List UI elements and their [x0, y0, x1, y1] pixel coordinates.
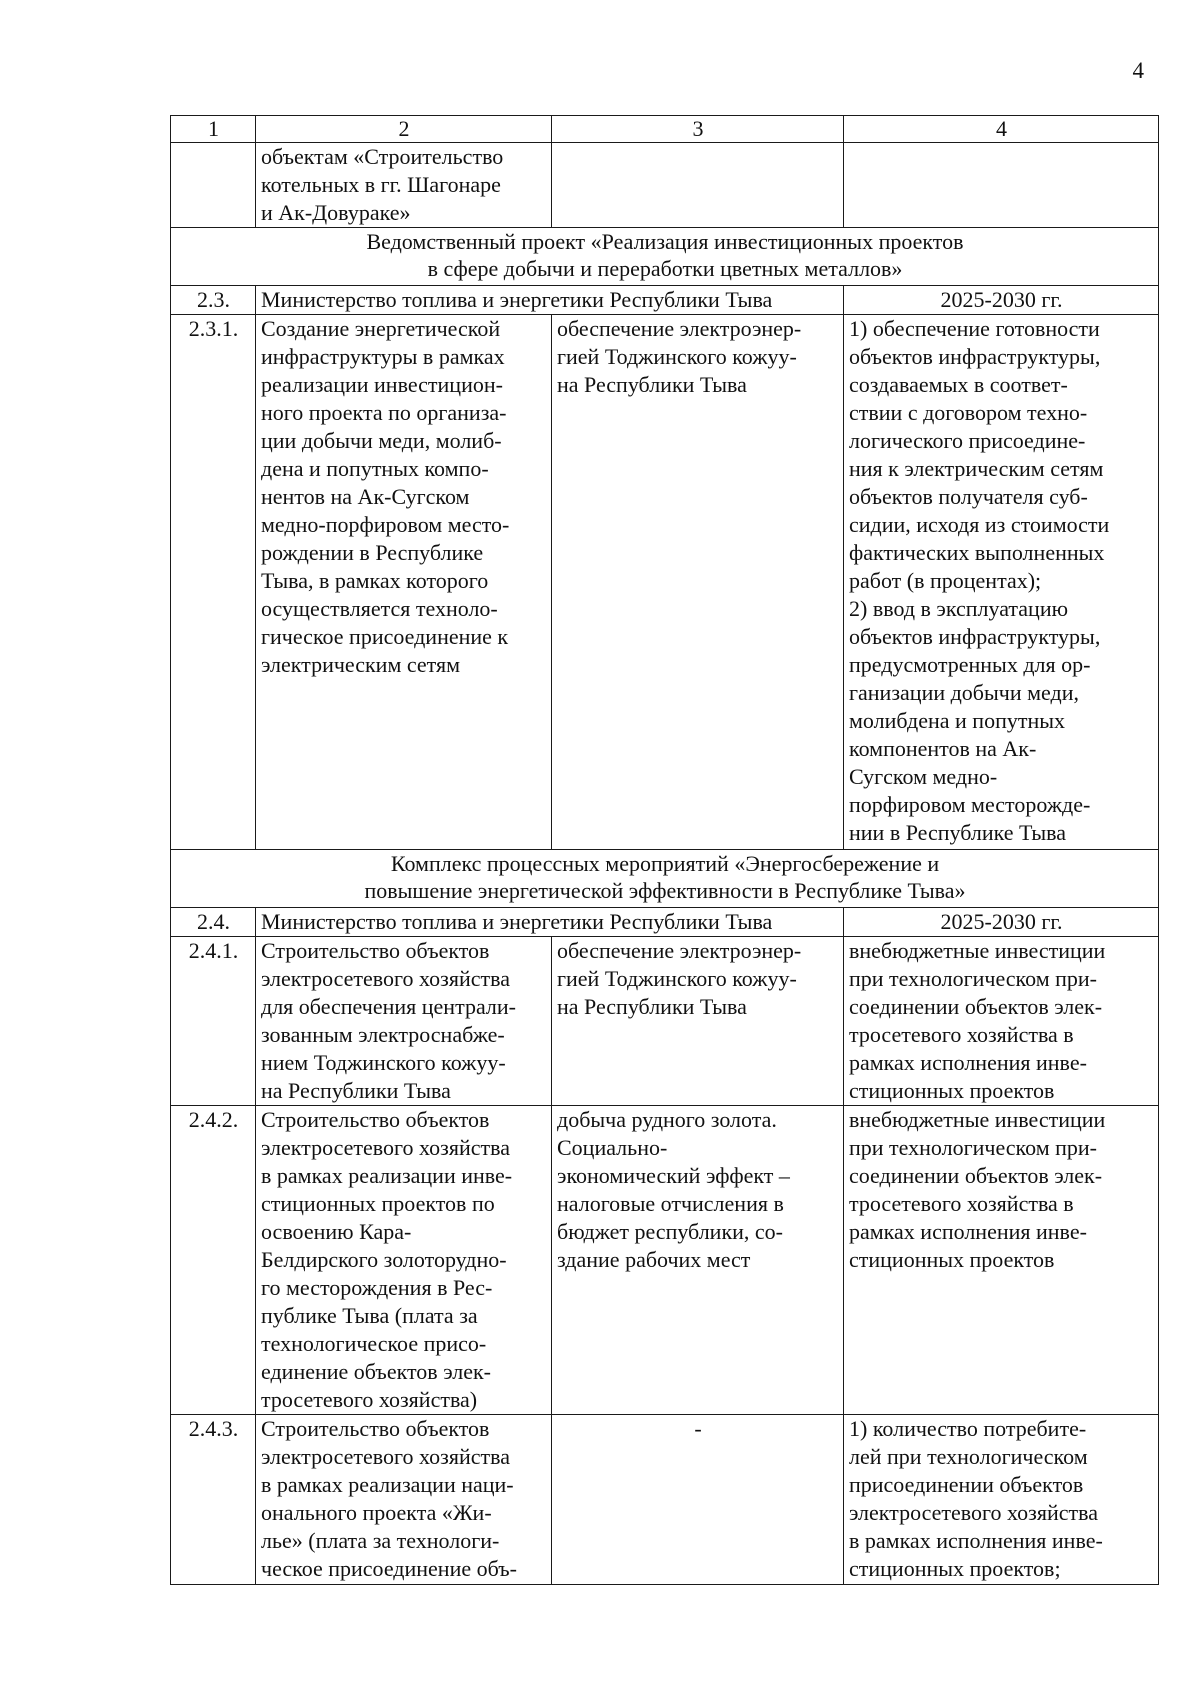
page-number: 4 — [1132, 58, 1144, 83]
cell-number: 2.3.1. — [171, 315, 256, 850]
table-header-row — [171, 116, 1159, 143]
table-row — [171, 143, 1159, 228]
section-row — [171, 228, 1159, 286]
cell-organization: Министерство топлива и энергетики Республики Тыва — [256, 908, 844, 937]
org-row — [171, 286, 1159, 315]
org-row — [171, 908, 1159, 937]
measures-table — [170, 115, 1159, 1585]
header-col-2: 2 — [256, 116, 552, 143]
cell-result: обеспечение электроэнер- гией Тоджинского кожуу- на Республики Тыва — [552, 937, 844, 1106]
cell-number: 2.3. — [171, 286, 256, 315]
cell-measure: Строительство объектов электросетевого хозяйства для обеспечения централи- зованным электроснабже- нием Тоджинского кожуу- на Республики Тыва — [256, 937, 552, 1106]
cell-result: добыча рудного золота. Социально- экономический эффект – налоговые отчисления в бюджет республики, со- здание рабочих мест — [552, 1106, 844, 1415]
cell-indicator: 1) обеспечение готовности объектов инфраструктуры, создаваемых в соответ- ствии с договором техно- логического присоедине- ния к электрическим сетям объектов получателя суб- сидии, исходя из стоимости фактических выполненных работ (в процентах); 2) ввод в эксплуатацию объектов инфраструктуры, предусмотренных для ор- ганизации добычи меди, молибдена и попутных компонентов на Ак- Сугском медно- порфировом месторожде- нии в Республике Тыва — [844, 315, 1159, 850]
cell-number: 2.4.1. — [171, 937, 256, 1106]
cell-number — [171, 143, 256, 228]
cell-measure: Строительство объектов электросетевого хозяйства в рамках реализации инве- стиционных проектов по освоению Кара- Белдирского золоторудно- го месторождения в Рес- публике Тыва (плата за технологическое присо- единение объектов элек- тросетевого хозяйства) — [256, 1106, 552, 1415]
table-row — [171, 937, 1159, 1106]
cell-indicator: внебюджетные инвестиции при технологическом при- соединении объектов элек- тросетевого хозяйства в рамках исполнения инве- стиционных проектов — [844, 1106, 1159, 1415]
section-title: Ведомственный проект «Реализация инвестиционных проектов в сфере добычи и переработки цветных металлов» — [171, 228, 1159, 286]
cell-indicator: внебюджетные инвестиции при технологическом при- соединении объектов элек- тросетевого хозяйства в рамках исполнения инве- стиционных проектов — [844, 937, 1159, 1106]
section-title: Комплекс процессных мероприятий «Энергосбережение и повышение энергетической эффективности в Республике Тыва» — [171, 850, 1159, 908]
cell-measure: Строительство объектов электросетевого хозяйства в рамках реализации наци- онального проекта «Жи- лье» (плата за технологи- ческое присоединение объ- — [256, 1415, 552, 1585]
header-col-1: 1 — [171, 116, 256, 143]
table-row — [171, 1106, 1159, 1415]
cell-number: 2.4.2. — [171, 1106, 256, 1415]
table-row — [171, 315, 1159, 850]
section-row — [171, 850, 1159, 908]
header-col-4: 4 — [844, 116, 1159, 143]
cell-measure: объектам «Строительство котельных в гг. Шагонаре и Ак-Довураке» — [256, 143, 552, 228]
cell-indicator — [844, 143, 1159, 228]
cell-number: 2.4.3. — [171, 1415, 256, 1585]
cell-measure: Создание энергетической инфраструктуры в рамках реализации инвестицион- ного проекта по организа- ции добычи меди, молиб- дена и попутных компо- нентов на Ак-Сугском медно-порфировом место- рождении в Республике Тыва, в рамках которого осуществляется техноло- гическое присоединение к электрическим сетям — [256, 315, 552, 850]
cell-years: 2025-2030 гг. — [844, 908, 1159, 937]
cell-organization: Министерство топлива и энергетики Республики Тыва — [256, 286, 844, 315]
cell-indicator: 1) количество потребите- лей при технологическом присоединении объектов электросетевого хозяйства в рамках исполнения инве- стиционных проектов; — [844, 1415, 1159, 1585]
table-row — [171, 1415, 1159, 1585]
cell-result: обеспечение электроэнер- гией Тоджинского кожуу- на Республики Тыва — [552, 315, 844, 850]
cell-years: 2025-2030 гг. — [844, 286, 1159, 315]
header-col-3: 3 — [552, 116, 844, 143]
cell-result: - — [552, 1415, 844, 1585]
cell-result — [552, 143, 844, 228]
cell-number: 2.4. — [171, 908, 256, 937]
